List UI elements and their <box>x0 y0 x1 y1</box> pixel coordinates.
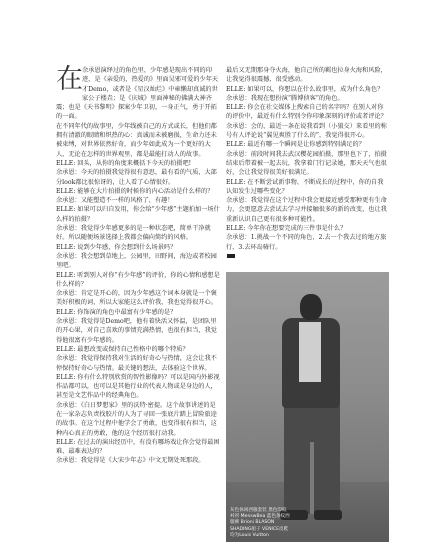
answer: 余承恩：肯定是开心的，因为少年感这个词本身就是一个褒美好积极的词，所以大家能这么评价我，我也觉得很开心。 <box>56 290 217 307</box>
question: ELLE: 今年你在想要完成的三件事是什么？ <box>226 225 347 233</box>
question: ELLE: 最想改变或保持自己性格中的哪个特质？ <box>56 345 189 353</box>
photo-caption: 灰色休闲西服套装 黑色印纹衬衫 MenswBea 蓝色条纹西服裤 Brioni BLASON SHADING船子 VENICE皮鞋 均为Louis Vuitton <box>230 508 290 538</box>
figure-leg-gap <box>310 442 314 514</box>
left-column <box>56 66 220 466</box>
intro-paragraph: 余承恩演绎过的角色里，少年感是现出不同的印迹，是《亲爱的，热爱的》里面吴邪可爱的少年天才Demo，或者是《星汉灿烂》中雍懒却真诚的世家公子楼垚；是《庆城》里面神秘的佛满大神齐震；也是《天书黎明》探案少年卫初，一身正气，勇于开拓的一面。 <box>56 67 219 121</box>
answer: 余承恩：我觉得是《大宋少年志》中文无期处死那段。 <box>56 457 205 465</box>
question: ELLE: 你会在社交媒体上搜索自己的名字吗？在别人对你的评价中，最近有什么特别令你印象深刻的评价或者评论？ <box>226 104 387 121</box>
question: ELLE: 最近有哪一个瞬间是让你感到特别满足的？ <box>226 141 365 149</box>
figure-shirt <box>299 322 321 382</box>
answer: 余承恩：今天的拍摄我觉得很有意思，最有看的气质，大部分look都比很惊讶的，让人看了心情很好。 <box>56 169 217 186</box>
answer: 余承恩：1.挑战一个不同的角色，2.去一个我去过的地方旅行，3.去环岛骑行。 <box>226 234 387 251</box>
left-qa-list <box>56 159 220 466</box>
answer: 余承恩：我会想到草地上，公园里，田野间，海边或者校园里吧。 <box>56 252 217 270</box>
answer: 余承恩：前段时间我去武汉樱花园拍摄，那里也下了，拍摄结束后带着被一起去玩，我拿着门行记录她，那天天气也很好，会让我觉得很美好很满足。 <box>226 150 387 177</box>
answer: 余承恩：我现在想扮演“腾博侦客”的角色。 <box>226 94 344 102</box>
question: ELLE: 如果可以，你想以在什么故事里，成为什么角色？ <box>226 85 384 93</box>
answer: 余承恩：我觉得保持我对生活的好奇心与热情，这会让我不停保持好奇心与热情。最关键的想法，去体验这个世界。 <box>56 355 217 372</box>
figure-head <box>300 294 322 320</box>
right-qa-list <box>226 66 388 252</box>
question: ELLE: 你有什么特别欣赏的智性影像吗？可以是国内外影视作品都可以，也可以是其他行业的代表人物或是身边的人，甚至是文艺作品中的经典角色。 <box>56 373 220 400</box>
figure-shoe-right <box>314 510 342 520</box>
question: ELLE: 听到别人对你“有少年感”的评价，你的心情和感想是什么样的？ <box>56 271 220 288</box>
dropcap: 在 <box>56 64 83 95</box>
right-column <box>226 66 388 261</box>
question: ELLE: 能够在大片拍摄的时候你的内心活动是什么样的？ <box>56 187 214 195</box>
question: ELLE: 回头，从你的角度来概括下今天的拍摄吧! <box>56 159 192 167</box>
answer: 余承恩：又能塑造不一样的风格了，有趣！ <box>56 197 174 205</box>
answer: 最后又无期那身夺火海，他自己所的羁也拉身火海和风险，让我觉得很震撼，很受感动。 <box>226 67 387 84</box>
answer: 余承恩：我觉得是Demo吧，他有着快活又怀温，是团队里的开心果，对自己喜欢的事情充满热情，也很有担当，我觉得他很富有少年感的。 <box>56 318 217 344</box>
question: ELLE: 在不断尝试新事物、不断成长的过程中，你的自我认知发生过哪些变化？ <box>226 178 384 195</box>
answer: 余承恩：我觉得在这个过程中我会更接近感受那种更有生命力，会更愿意去尝试去学习并接触很多的新的改变，也让我重新认识自己更有很多种可能性。 <box>226 197 387 223</box>
answer: 余承恩：会的，最近一条在说我看到（小狼交）来看里的称号有人评论说“翼见爽胜了什么的”，我觉得很开心。 <box>226 122 387 140</box>
question: ELLE: 说到少年感，你会想到什么场景吗？ <box>56 243 177 251</box>
question: ELLE: 你饰演的角色中最富有少年感的是？ <box>56 308 177 316</box>
question: ELLE: 如果可以归自发用，你会给“少年感”主题拍加一场什么样的拍摄？ <box>56 206 220 223</box>
question: ELLE: 在过去的演出经历中，有没有哪场戏让你会觉得最困难、最难表达的？ <box>56 438 220 456</box>
end-marker-icon <box>227 254 235 258</box>
portrait-photo <box>226 272 389 542</box>
answer: 余承恩：《白日梦想家》里的沃特·密提。这个故事讲述的是在一家杂志负责找胶片的人为了寻回一张底片踏上冒险旅途的故事。在这个过程中他学会了勇敢，也变得很有担当，这种内心真正的勇敢，他的这个经历很打动我。 <box>56 401 217 437</box>
intro-paragraph-2: 在不同年代的故事里，少年线被自己的方式或长，但他们都拥有清澈的眼睛和炽热的心：真诚而未被磨损，生命力还未被束缚，对世界依然好奇，而少年如此成为一个更好的大人，无论在怎样的世界观里，都是最能打动人的故事。 <box>56 122 217 158</box>
answer: 余承恩：我觉得少年感更多的是一种状态吧，简单干净就好。所以随便场景选择上我都会偏向简约的风格。 <box>56 225 211 242</box>
